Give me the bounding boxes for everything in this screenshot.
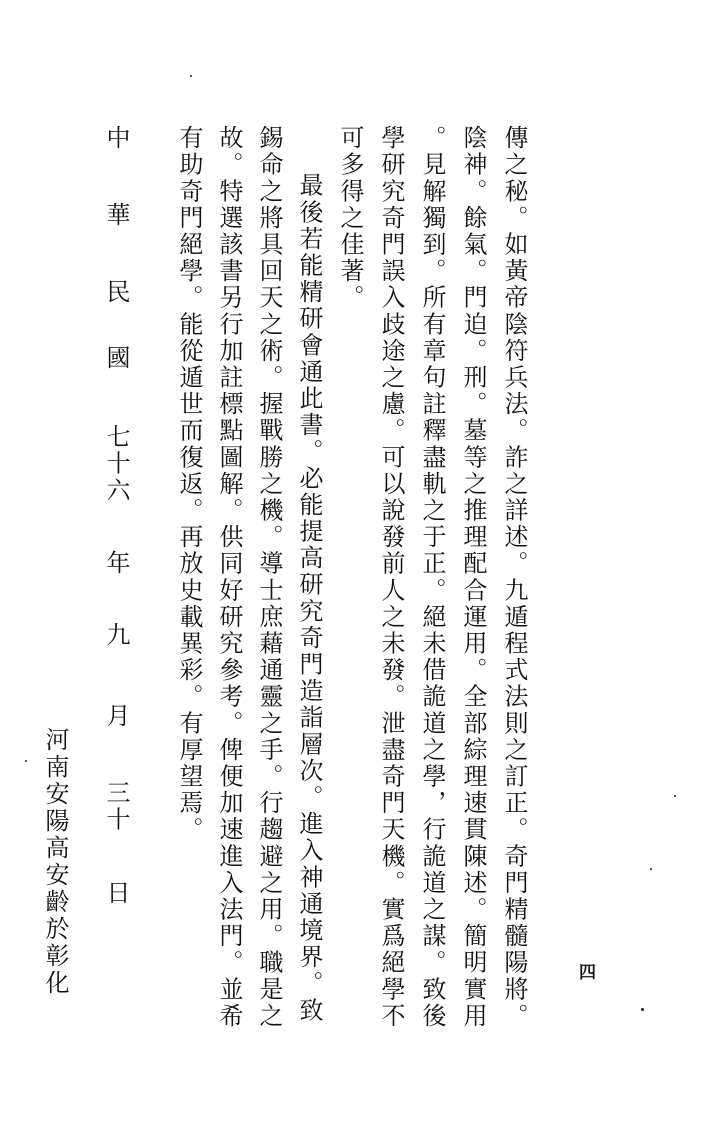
body-line-3: 。見解獨到。所有章句註釋盡軌之于正。絕未借詭道之學，行詭道之謀。致後 [418, 125, 446, 1030]
date-char: 三十 [102, 780, 130, 834]
date-char: 民 [102, 279, 130, 306]
body-line-8: 故。特選該書另行加註標點圖解。供同好研究參考。俾便加速進入法門。並希 [215, 125, 243, 1030]
date-char: 九 [102, 622, 130, 649]
date-char: 中 [102, 125, 130, 152]
body-line-7: 錫命之將具回天之術。握戰勝之機。導士庶藉通靈之手。行趨避之用。職是之 [255, 125, 283, 1030]
speck [190, 75, 192, 77]
date-char: 日 [102, 880, 130, 907]
body-line-5: 可多得之佳著。 [336, 125, 364, 312]
speck [641, 1008, 644, 1011]
date-char: 七十六 [102, 424, 130, 504]
date-char: 月 [102, 703, 130, 730]
body-line-6: 最後若能精研會通此書。必能提高研究奇門造詣層次。進入神通境界。致 [295, 146, 323, 1024]
body-line-9: 有助奇門絕學。能從遁世而復返。再放史載異彩。有厚望焉。 [175, 125, 203, 844]
signature: 河南安陽高安齡於彰化 [41, 727, 69, 997]
body-line-2: 陰神。餘氣。門迫。刑。墓等之推理配合運用。全部綜理速貫陳述。簡明實用 [459, 125, 487, 1030]
page-number: 四 [579, 963, 596, 983]
date-char: 華 [102, 202, 130, 229]
speck [25, 760, 27, 762]
body-line-1: 傳之秘。如黃帝陰符兵法。詐之詳述。九遁程式法則之訂正。奇門精髓陽將。 [500, 125, 528, 1030]
speck [650, 868, 652, 870]
speck [674, 795, 676, 797]
date-char: 年 [102, 550, 130, 577]
date-char: 國 [102, 345, 130, 372]
body-line-4: 學研究奇門誤入歧途之慮。可以說發前人之未發。泄盡奇門天機。實爲絕學不 [377, 125, 405, 1030]
